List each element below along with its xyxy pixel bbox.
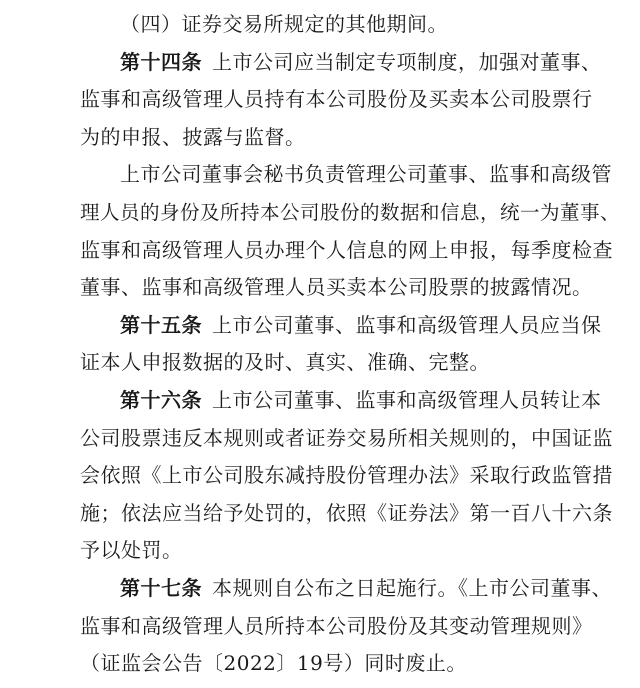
article-17-line-1: 第十七条 本规则自公布之日起施行。《上市公司董事、 bbox=[120, 576, 612, 600]
article-14-heading: 第十四条 bbox=[120, 49, 202, 74]
article-14-line-2: 监事和高级管理人员持有本公司股份及买卖本公司股票行 bbox=[80, 87, 593, 112]
article-15-heading: 第十五条 bbox=[120, 312, 202, 337]
article-15-line-1: 第十五条 上市公司董事、监事和高级管理人员应当保 bbox=[120, 312, 602, 337]
text-line-1: （四）证券交易所规定的其他期间。 bbox=[120, 12, 448, 36]
paragraph-line-4: 董事、监事和高级管理人员买卖本公司股票的披露情况。 bbox=[80, 275, 593, 300]
article-14-line-3: 为的申报、披露与监督。 bbox=[80, 124, 306, 149]
paragraph-line-2: 理人员的身份及所持本公司股份的数据和信息，统一为董事、 bbox=[80, 201, 621, 224]
article-16-line-3: 会依照《上市公司股东减持股份管理办法》采取行政监管措 bbox=[80, 463, 613, 488]
article-16-heading: 第十六条 bbox=[120, 388, 202, 412]
article-16-line-2: 公司股票违反本规则或者证券交易所相关规则的，中国证监 bbox=[80, 425, 613, 450]
article-16-line-4: 施；依法应当给予处罚的，依照《证券法》第一百八十六条 bbox=[80, 500, 613, 525]
article-17-line-3: （证监会公告〔2022〕19号）同时废止。 bbox=[80, 651, 467, 676]
article-17-heading: 第十七条 bbox=[120, 576, 202, 600]
article-16-line-5: 予以处罚。 bbox=[80, 538, 183, 563]
paragraph-line-1: 上市公司董事会秘书负责管理公司董事、监事和高级管 bbox=[120, 162, 612, 187]
article-15-line-2: 证本人申报数据的及时、真实、准确、完整。 bbox=[80, 350, 490, 375]
article-17-line-2: 监事和高级管理人员所持本公司股份及其变动管理规则》 bbox=[80, 613, 593, 638]
paragraph-line-3: 监事和高级管理人员办理个人信息的网上申报，每季度检查 bbox=[80, 237, 613, 262]
article-16-line-1: 第十六条 上市公司董事、监事和高级管理人员转让本 bbox=[120, 388, 602, 412]
article-14-line-1: 第十四条 上市公司应当制定专项制度，加强对董事、 bbox=[120, 49, 602, 74]
